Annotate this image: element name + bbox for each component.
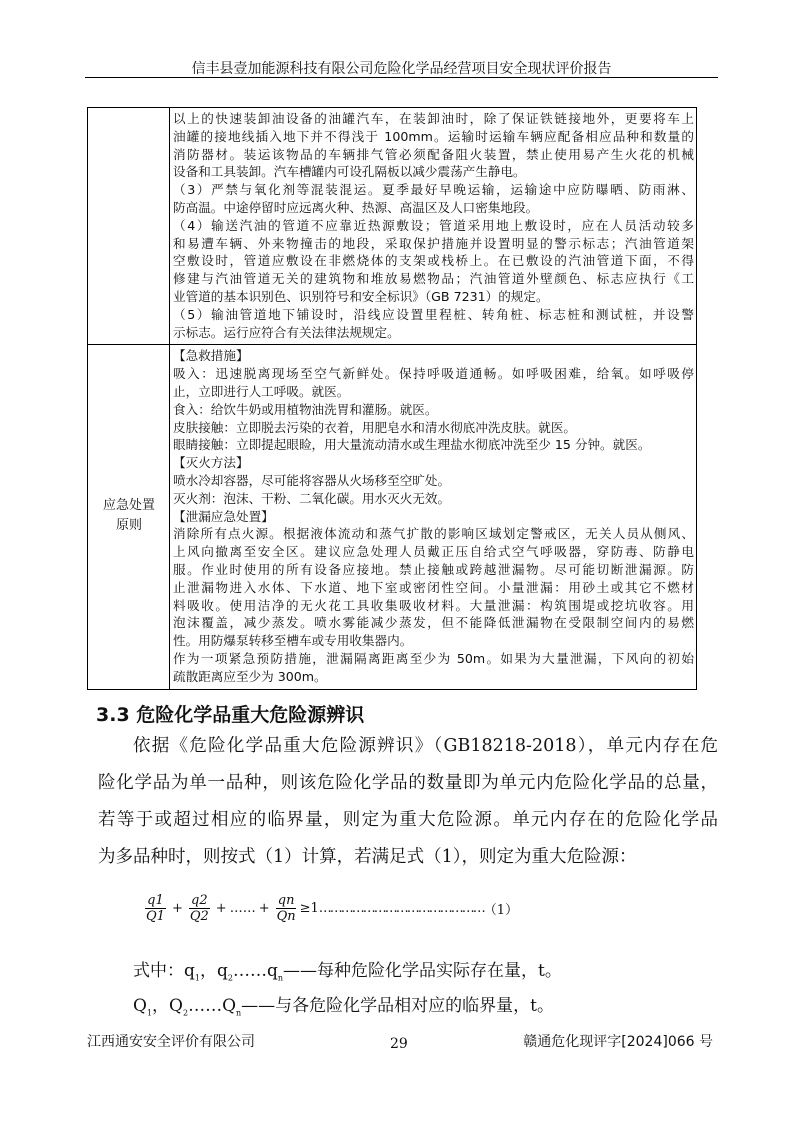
subscript: 1 (194, 973, 200, 983)
fraction (275, 893, 298, 924)
dots: …… (188, 996, 223, 1016)
paragraph-line: 依据《危险化学品重大危险源辨识》（GB18218-2018），单元内存在危 (133, 736, 718, 756)
var: q (266, 961, 278, 981)
subscript: n (277, 973, 284, 983)
footer-company: 江西通安安全评价有限公司 (87, 1034, 255, 1050)
paragraph-line: 险化学品为单一品种，则该危险化学品的数量即为单元内危险化学品的总量， (98, 773, 718, 793)
row-label: 应急处置 (102, 498, 155, 514)
text-line: 性。用防爆泵转移至槽车或专用收集器内。 (173, 633, 413, 649)
var: Q (222, 996, 236, 1016)
relation: ≥1 (299, 901, 319, 916)
numerator: qn (277, 893, 295, 908)
denominator: Q1 (146, 909, 165, 924)
text-line: 消除所有点火源。根据液体流动和蒸气扩散的影响区域划定警戒区，无关人员从侧风、 (173, 526, 694, 542)
subscript: 2 (227, 973, 233, 983)
text-line: 空敷设时，管道应敷设在非燃烧体的支架或栈桥上。在已敷设的汽油管道下面，不得 (173, 253, 694, 269)
text-line: 业管道的基本识别色、识别符号和安全标识》（GB 7231）的规定。 (173, 288, 549, 304)
text-line: 修建与汽油管道无关的建筑物和堆放易燃物品；汽油管道外壁颜色、标志应执行《工 (173, 271, 694, 287)
text-line: 眼睛接触：立即提起眼睑，用大量流动清水或生理盐水彻底冲洗至少 15 分钟。就医。 (173, 437, 651, 453)
page-number: 29 (390, 1036, 408, 1052)
fraction (144, 893, 167, 924)
dot-leader: ……………………………………… (318, 901, 484, 916)
plus-sign: + (258, 901, 270, 916)
text-line: 皮肤接触：立即脱去污染的衣着，用肥皂水和清水彻底冲洗皮肤。就医。 (173, 419, 576, 435)
text-line: 上风向撤离至安全区。建议应急处理人员戴正压自给式空气呼吸器，穿防毒、防静电 (173, 544, 694, 560)
subscript: n (236, 1008, 242, 1018)
row-content-cell (170, 108, 697, 345)
row-content-cell (170, 345, 697, 689)
footer-doc-number: 赣通危化现评字[2024]066 号 (523, 1034, 713, 1050)
formula (142, 893, 518, 924)
text-line: 止，立即进行人工呼吸。就医。 (173, 383, 350, 399)
sep: ， (199, 961, 217, 981)
header-divider (85, 77, 718, 78)
text-line: 油罐的接地线插入地下并不得浅于 100mm。运输时运输车辆应配备相应品种和数量的 (173, 128, 694, 144)
text-line: 【急救措施】 (173, 348, 249, 364)
plus-sign: + (171, 901, 183, 916)
table-row (88, 108, 697, 345)
text-line: 吸入：迅速脱离现场至空气新鲜处。保持呼吸道通畅。如呼吸困难，给氧。如呼吸停 (173, 366, 694, 382)
definition-lowercase-q (133, 956, 562, 982)
section-heading: 3.3 危险化学品重大危险源辨识 (96, 704, 365, 726)
text-line: 【灭火方法】 (173, 455, 249, 471)
sep: ， (152, 996, 170, 1016)
text-line: 疏散距离应至少为 300m。 (173, 668, 327, 684)
text-line: 作为一项紧急预防措施，泄漏隔离距离至少为 50m。如果为大量泄漏，下风向的初始 (173, 650, 694, 666)
numerator: q2 (191, 893, 208, 908)
def-prefix: 式中： (133, 961, 184, 981)
denominator: Q2 (189, 909, 209, 924)
page-header-title: 信丰县壹加能源科技有限公司危险化学品经营项目安全现状评价报告 (191, 61, 612, 77)
row-label-cell (88, 108, 170, 345)
table-row (88, 345, 697, 689)
text-line: 设备和工具装卸。汽车槽罐内可设孔隔板以减少震荡产生静电。 (173, 164, 526, 180)
text-line: 和易遭车辆、外来物撞击的地段，采取保护措施并设置明显的警示标志；汽油管道架 (173, 235, 694, 251)
text-line: 喷水冷却容器，尽可能将容器从火场移至空旷处。 (173, 472, 451, 488)
text-line: 服。作业时使用的所有设备应接地。禁止接触或跨越泄漏物。尽可能切断泄漏源。防 (173, 561, 694, 577)
ellipsis: …… (229, 901, 256, 916)
var: Q (169, 996, 183, 1016)
text-line: 泡沫覆盖，减少蒸发。喷水雾能减少蒸发，但不能降低泄漏物在受限制空间内的易燃 (173, 615, 694, 631)
equation-number: （1） (483, 903, 519, 918)
text-line: 防高温。中途停留时应远离火种、热源、高温区及人口密集地段。 (173, 199, 539, 215)
text-line: （3）严禁与氧化剂等混装混运。夏季最好早晚运输，运输途中应防曝晒、防雨淋、 (173, 182, 694, 198)
subscript: 2 (182, 1008, 189, 1018)
text-line: 【泄漏应急处置】 (173, 508, 274, 524)
numerator: q1 (147, 893, 164, 908)
text-line: 料吸收。使用洁净的无火花工具收集吸收材料。大量泄漏：构筑围堤或挖坑收容。用 (173, 597, 694, 613)
text-line: 食入：给饮牛奶或用植物油洗胃和灌肠。就医。 (173, 401, 438, 417)
text-line: （4）输送汽油的管道不应靠近热源敷设；管道采用地上敷设时，应在人员活动较多 (173, 217, 694, 233)
denominator: Qn (276, 909, 296, 924)
fraction (188, 893, 211, 924)
text-line: （5）输油管道地下铺设时，沿线应设置里程桩、转角桩、标志桩和测试桩，并设警 (173, 306, 694, 322)
text-line: 示标志。运行应符合有关法律法规规定。 (173, 324, 400, 340)
paragraph-line: 为多品种时，则按式（1）计算，若满足式（1），则定为重大危险源： (98, 847, 637, 867)
plus-sign: + (215, 901, 227, 916)
section-paragraph (98, 728, 718, 876)
row-label-cell (88, 345, 170, 689)
safety-measures-table (87, 107, 697, 690)
subscript: 1 (146, 1008, 153, 1018)
text-line: 消防器材。装运该物品的车辆排气管必须配备阻火装置，禁止使用易产生火花的机械 (173, 146, 694, 162)
dots: …… (232, 961, 267, 981)
text-line: 灭火剂：泡沫、干粉、二氧化碳。用水灭火无效。 (173, 490, 451, 506)
text-line: 以上的快速装卸油设备的油罐汽车，在装卸油时，除了保证铁链接地外，更要将车上 (173, 111, 694, 126)
var: q (216, 961, 228, 981)
var: q (184, 961, 195, 981)
def-description: ——每种危险化学品实际存在量，t。 (283, 961, 562, 981)
definition-uppercase-q (133, 991, 554, 1017)
text-line: 止泄漏物进入水体、下水道、地下室或密闭性空间。小量泄漏：用砂土或其它不燃材 (173, 579, 694, 595)
def-description: ——与各危险化学品相对应的临界量，t。 (241, 996, 554, 1016)
row-label: 原则 (115, 518, 142, 534)
paragraph-line: 若等于或超过相应的临界量，则定为重大危险源。单元内存在的危险化学品 (98, 810, 718, 830)
var: Q (133, 996, 147, 1016)
